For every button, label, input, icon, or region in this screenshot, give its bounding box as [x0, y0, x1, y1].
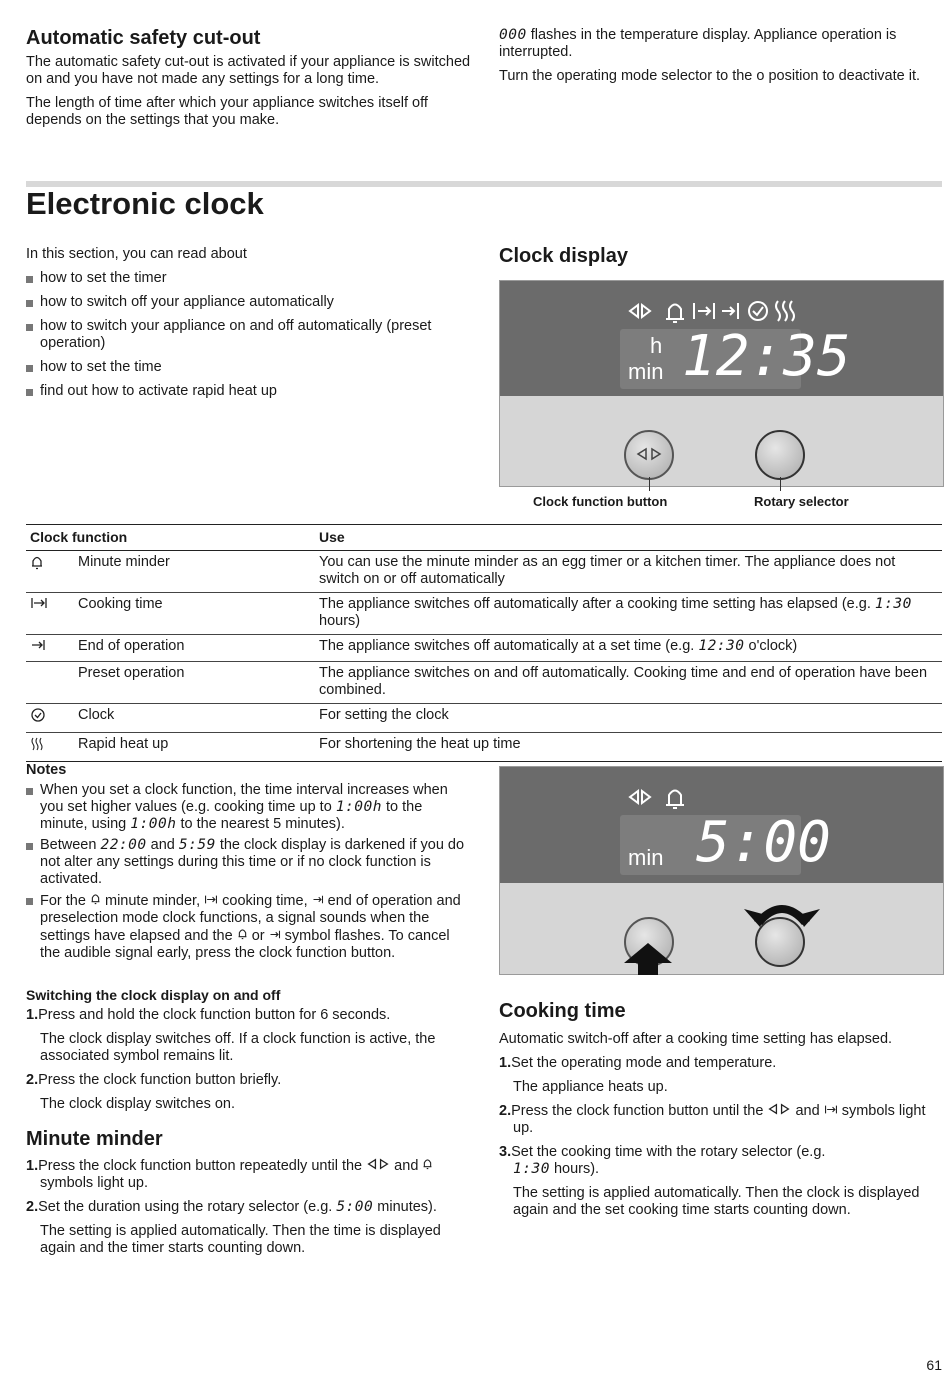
function-arrows-icon	[366, 1158, 390, 1170]
display-code: 000	[499, 27, 527, 43]
cooking-time-icon	[30, 596, 48, 610]
list-item: When you set a clock function, the time interval increases when you set higher values (e.g. cooking time up to 1:00h to the minute, using 1:00h to the nearest 5 minutes).	[26, 782, 472, 833]
end-of-operation-icon	[30, 638, 46, 652]
cooking-intro: Automatic switch-off after a cooking time setting has elapsed.	[499, 1031, 893, 1047]
caption-line-left	[649, 477, 650, 491]
table-row: Cooking time The appliance switches off automatically after a cooking time setting has elapsed (e.g. 1:30 hours)	[26, 593, 942, 635]
lcd-screen	[620, 324, 851, 389]
minute-minder-display-panel	[499, 766, 944, 975]
switching-step-1: 1.Press and hold the clock function button for 6 seconds.	[26, 1007, 391, 1023]
list-item: how to set the time	[26, 359, 466, 376]
clock-function-table	[26, 524, 942, 762]
list-item: For the minute minder, cooking time, end of operation and preselection mode clock functions, a signal sounds when the settings have elapsed and the or symbol flashes. To cancel the audible signal early, press the clock function button.	[26, 892, 472, 962]
cooking-time-heading: Cooking time	[499, 1000, 626, 1022]
cooking-step-1: 1.Set the operating mode and temperature.	[499, 1055, 777, 1071]
press-arrow-icon	[620, 943, 676, 975]
minute-step-1: 1.Press the clock function button repeatedly until the and symbols light up.	[26, 1157, 472, 1192]
clock-display-panel	[499, 280, 944, 487]
clock-symbols-icon	[628, 297, 808, 325]
bell-icon	[30, 554, 44, 570]
clock-time: 12:35	[682, 324, 851, 389]
clock-display-heading: Clock display	[499, 245, 628, 267]
safety-paragraph-2: The length of time after which your appliance switches itself off depends on the settings that you make.	[26, 95, 428, 128]
lcd-screen	[620, 810, 831, 875]
bell-icon	[237, 927, 248, 940]
unit-hours: h	[650, 333, 663, 358]
end-of-operation-icon	[269, 929, 281, 940]
table-row: End of operation The appliance switches off automatically at a set time (e.g. 12:30 o'clock)	[26, 635, 942, 662]
switching-step-2-result: The clock display switches on.	[40, 1096, 236, 1112]
table-row: Clock For setting the clock	[26, 704, 942, 733]
table-row: Rapid heat up For shortening the heat up time	[26, 733, 942, 762]
display-area	[500, 767, 943, 883]
switching-step-1-result: The clock display switches off. If a clock function is active, the associated symbol remains lit.	[40, 1031, 436, 1064]
cooking-time-icon	[204, 894, 218, 905]
table-header-row	[26, 525, 942, 551]
cooking-time-icon	[824, 1104, 838, 1115]
page-number: 61	[926, 1357, 942, 1373]
caption-rotary-selector: Rotary selector	[754, 494, 849, 509]
safety-heading: Automatic safety cut-out	[26, 27, 261, 49]
page-title: Electronic clock	[26, 186, 264, 221]
clock-intro: In this section, you can read about	[26, 246, 247, 262]
end-of-operation-icon	[312, 894, 324, 905]
list-item: how to switch your appliance on and off automatically (preset operation)	[26, 318, 440, 352]
list-item: how to set the timer	[26, 270, 466, 287]
function-arrows-icon	[767, 1103, 791, 1115]
display-area	[500, 281, 943, 396]
bell-icon	[90, 892, 101, 905]
cooking-step-2: 2.Press the clock function button until the and symbols light up.	[499, 1103, 926, 1136]
clock-function-button[interactable]	[624, 430, 674, 480]
table-row: Minute minder You can use the minute minder as an egg timer or a kitchen timer. The appliance does not switch on or off automatically	[26, 551, 942, 593]
safety-paragraph-3: 000 flashes in the temperature display. Appliance operation is interrupted.	[499, 27, 897, 60]
cooking-step-1-result: The appliance heats up.	[513, 1079, 668, 1095]
switching-heading: Switching the clock display on and off	[26, 987, 281, 1003]
rotary-selector[interactable]	[755, 430, 805, 480]
list-item: Between 22:00 and 5:59 the clock display is darkened if you do not alter any settings during this time or if no clock function is activated.	[26, 837, 472, 888]
bell-icon	[422, 1157, 433, 1170]
cooking-result: The setting is applied automatically. Then the clock is displayed again and the set cooking time starts counting down.	[513, 1185, 920, 1218]
table-row: Preset operation The appliance switches on and off automatically. Cooking time and end of operation have been combined.	[26, 662, 942, 704]
caption-clock-function-button: Clock function button	[533, 494, 668, 509]
column-header-function: Clock function	[26, 525, 315, 551]
clock-symbols-icon	[628, 783, 688, 811]
unit-minutes: min	[628, 359, 664, 384]
caption-line-right	[780, 477, 781, 491]
minute-result: The setting is applied automatically. Then the time is displayed again and the timer starts counting down.	[40, 1223, 441, 1256]
clock-icon	[30, 707, 46, 723]
timer-time: 5:00	[696, 810, 831, 875]
unit-minutes: min	[628, 845, 664, 870]
list-item: how to switch off your appliance automatically	[26, 294, 466, 311]
notes-heading: Notes	[26, 762, 67, 778]
safety-paragraph-4: Turn the operating mode selector to the o position to deactivate it.	[499, 68, 921, 84]
notes-list	[26, 782, 472, 962]
clock-topic-list	[26, 270, 466, 400]
safety-paragraph-1: The automatic safety cut-out is activated if your appliance is switched on and you have not made any settings for a long time.	[26, 54, 471, 87]
list-item: find out how to activate rapid heat up	[26, 383, 466, 400]
rotate-arrow-icon	[744, 891, 820, 927]
switching-step-2: 2.Press the clock function button briefly.	[26, 1072, 282, 1088]
function-arrows-icon	[636, 447, 662, 461]
minute-step-2: 2.Set the duration using the rotary selector (e.g. 5:00 minutes).	[26, 1199, 437, 1215]
minute-minder-heading: Minute minder	[26, 1128, 163, 1150]
column-header-use: Use	[315, 525, 942, 551]
cooking-step-3: 3.Set the cooking time with the rotary selector (e.g. 1:30 hours).	[499, 1144, 826, 1177]
rapid-heat-icon	[30, 736, 44, 752]
